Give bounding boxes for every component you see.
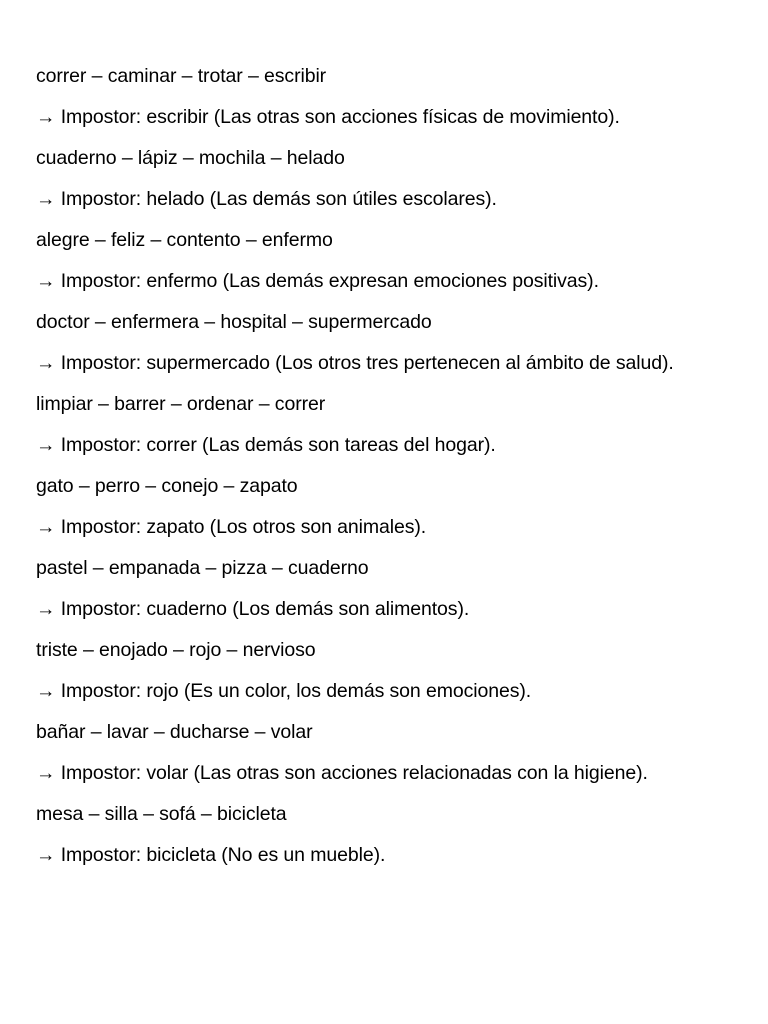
word-list: correr – caminar – trotar – escribir	[36, 65, 327, 87]
list-item	[36, 138, 748, 220]
impostor-answer: → Impostor: correr (Las demás son tareas del hogar).	[36, 434, 496, 456]
word-list: doctor – enfermera – hospital – supermercado	[36, 311, 432, 333]
impostor-answer: → Impostor: supermercado (Los otros tres pertenecen al ámbito de salud).	[36, 352, 674, 374]
word-list: bañar – lavar – ducharse – volar	[36, 721, 313, 743]
list-item	[36, 56, 748, 138]
list-item	[36, 466, 748, 548]
list-item	[36, 548, 748, 630]
impostor-answer: → Impostor: rojo (Es un color, los demás son emociones).	[36, 680, 532, 702]
list-item	[36, 630, 748, 712]
word-list: pastel – empanada – pizza – cuaderno	[36, 557, 369, 579]
impostor-answer: → Impostor: zapato (Los otros son animales).	[36, 516, 427, 538]
word-list: triste – enojado – rojo – nervioso	[36, 639, 316, 661]
impostor-answer: → Impostor: helado (Las demás son útiles escolares).	[36, 188, 497, 210]
list-item	[36, 302, 748, 384]
impostor-answer: → Impostor: volar (Las otras son acciones relacionadas con la higiene).	[36, 762, 648, 784]
impostor-answer: → Impostor: enfermo (Las demás expresan emociones positivas).	[36, 270, 599, 292]
word-list: gato – perro – conejo – zapato	[36, 475, 298, 497]
list-item	[36, 384, 748, 466]
word-list: alegre – feliz – contento – enfermo	[36, 229, 333, 251]
impostor-answer: → Impostor: bicicleta (No es un mueble).	[36, 844, 386, 866]
impostor-answer: → Impostor: escribir (Las otras son acciones físicas de movimiento).	[36, 106, 620, 128]
list-item	[36, 794, 748, 876]
list-item	[36, 712, 748, 794]
list-item	[36, 220, 748, 302]
word-list: cuaderno – lápiz – mochila – helado	[36, 147, 345, 169]
impostor-answer: → Impostor: cuaderno (Los demás son alimentos).	[36, 598, 470, 620]
document-body	[36, 56, 748, 876]
word-list: mesa – silla – sofá – bicicleta	[36, 803, 287, 825]
word-list: limpiar – barrer – ordenar – correr	[36, 393, 326, 415]
